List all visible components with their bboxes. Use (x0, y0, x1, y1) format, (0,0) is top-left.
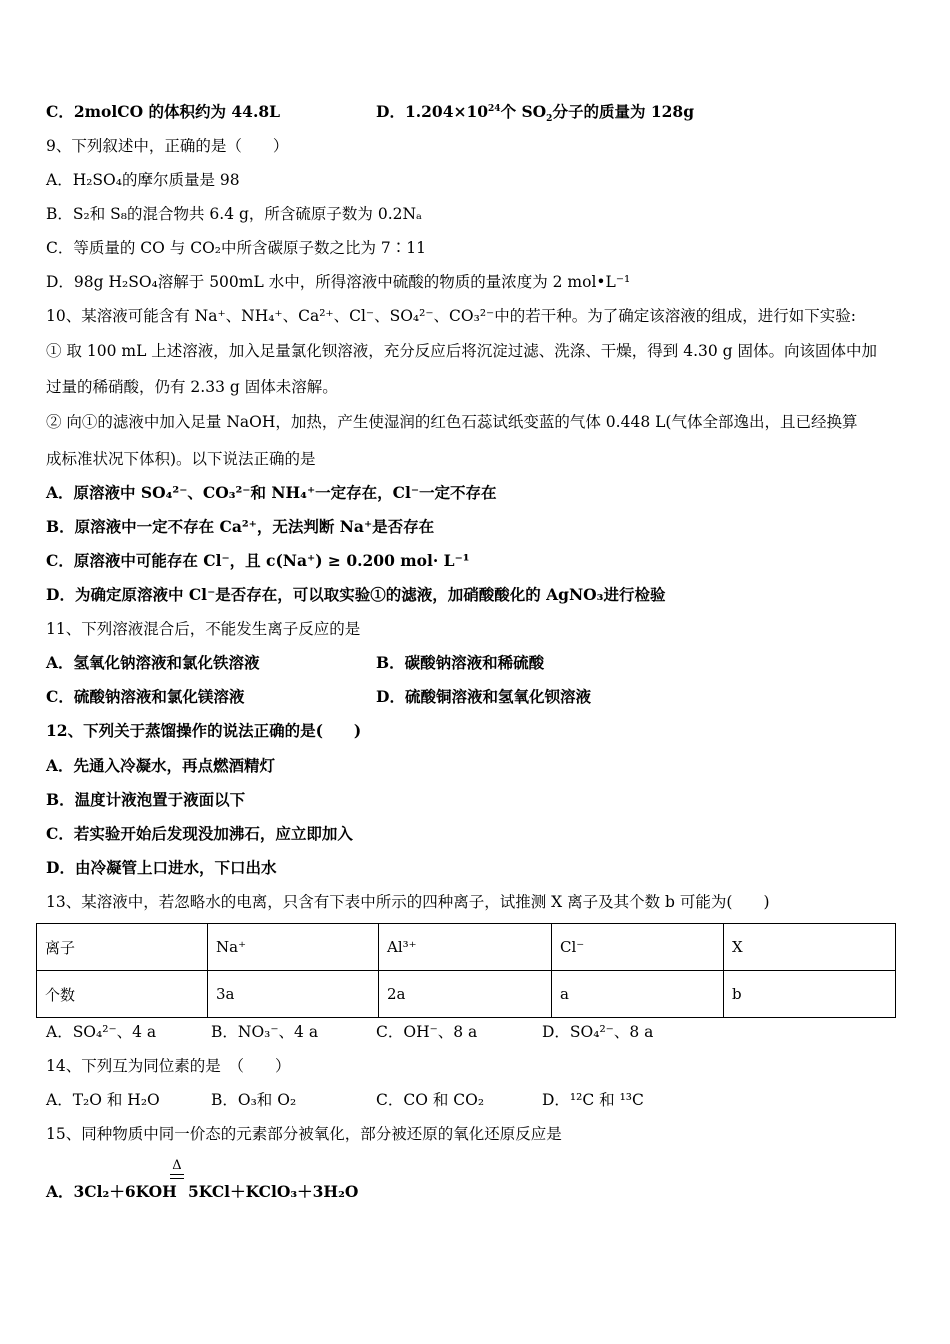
table-cell: 个数 (37, 971, 208, 1018)
table-cell: Cl⁻ (552, 924, 724, 971)
q13-option-d: D．SO₄²⁻、8 a (542, 1023, 654, 1041)
q14-stem: 14、下列互为同位素的是 （ ） (46, 1057, 291, 1075)
q8-option-c: C．2molCO 的体积约为 44.8L (46, 102, 281, 121)
table-cell: 3a (208, 971, 379, 1018)
q12-stem: 12、下列关于蒸馏操作的说法正确的是( ) (46, 721, 362, 740)
q15-stem: 15、同种物质中同一价态的元素部分被氧化，部分被还原的氧化还原反应是 (46, 1125, 562, 1143)
q14-option-c: C．CO 和 CO₂ (376, 1091, 485, 1109)
q10-experiment-2-line-2: 成标准状况下体积)。以下说法正确的是 (46, 450, 316, 468)
table-cell: a (552, 971, 724, 1018)
q8-option-d-pre: D．1.204×10 (376, 102, 489, 121)
q8-option-d-post: 分子的质量为 128g (552, 102, 695, 121)
q8-option-d-exp: 24 (488, 103, 501, 114)
q9-option-d: D．98g H₂SO₄溶解于 500mL 水中，所得溶液中硫酸的物质的量浓度为 2 mol•L⁻¹ (46, 273, 631, 291)
table-cell: Al³⁺ (379, 924, 552, 971)
q10-experiment-1-line-2: 过量的稀硝酸，仍有 2.33 g 固体未溶解。 (46, 378, 338, 396)
table-cell: 离子 (37, 924, 208, 971)
table-cell: X (724, 924, 896, 971)
q13-option-b: B．NO₃⁻、4 a (211, 1023, 319, 1041)
table-cell: Na⁺ (208, 924, 379, 971)
ion-table (36, 923, 896, 1018)
q14-option-d: D．¹²C 和 ¹³C (542, 1091, 644, 1109)
table-row (37, 924, 896, 971)
q8-option-d-sub: 2 (546, 114, 553, 125)
q12-option-b: B．温度计液泡置于液面以下 (46, 790, 246, 809)
q12-option-a: A．先通入冷凝水，再点燃酒精灯 (46, 756, 276, 775)
table-cell: b (724, 971, 896, 1018)
q12-option-c: C．若实验开始后发现没加沸石，应立即加入 (46, 824, 353, 843)
q10-option-a: A．原溶液中 SO₄²⁻、CO₃²⁻和 NH₄⁺一定存在，Cl⁻一定不存在 (46, 483, 497, 502)
q11-option-b: B．碳酸钠溶液和稀硫酸 (376, 653, 545, 672)
q9-option-c: C．等质量的 CO 与 CO₂中所含碳原子数之比为 7∶11 (46, 239, 427, 257)
q13-option-c: C．OH⁻、8 a (376, 1023, 478, 1041)
q9-option-a: A．H₂SO₄的摩尔质量是 98 (46, 171, 240, 189)
q13-option-a: A．SO₄²⁻、4 a (46, 1023, 157, 1041)
q14-option-b: B．O₃和 O₂ (211, 1091, 297, 1109)
q11-option-d: D．硫酸铜溶液和氢氧化钡溶液 (376, 687, 591, 706)
table-cell: 2a (379, 971, 552, 1018)
q11-stem: 11、下列溶液混合后，不能发生离子反应的是 (46, 620, 361, 638)
q13-stem: 13、某溶液中，若忽略水的电离，只含有下表中所示的四种离子，试推测 X 离子及其个数 b 可能为( ) (46, 893, 770, 911)
q12-option-d: D．由冷凝管上口进水，下口出水 (46, 858, 277, 877)
q10-experiment-1-line-1: ① 取 100 mL 上述溶液，加入足量氯化钡溶液，充分反应后将沉淀过滤、洗涤、干燥，得到 4.30 g 固体。向该固体中加 (46, 342, 878, 360)
q10-stem: 10、某溶液可能含有 Na⁺、NH₄⁺、Ca²⁺、Cl⁻、SO₄²⁻、CO₃²⁻中的若干种。为了确定该溶液的组成，进行如下实验: (46, 307, 856, 325)
q9-option-b: B．S₂和 S₈的混合物共 6.4 g，所含硫原子数为 0.2Nₐ (46, 205, 423, 223)
q8-option-d-mid: 个 SO (500, 102, 547, 121)
heating-condition (170, 1158, 184, 1179)
table-row (37, 971, 896, 1018)
equals-bars (170, 1174, 184, 1179)
q14-option-a: A．T₂O 和 H₂O (46, 1091, 160, 1109)
q11-option-a: A．氢氧化钠溶液和氯化铁溶液 (46, 653, 260, 672)
q11-option-c: C．硫酸钠溶液和氯化镁溶液 (46, 687, 245, 706)
q9-stem: 9、下列叙述中，正确的是（ ） (46, 137, 289, 155)
q10-option-d: D．为确定原溶液中 Cl⁻是否存在，可以取实验①的滤液，加硝酸酸化的 AgNO₃进行检验 (46, 585, 666, 604)
q10-experiment-2-line-1: ② 向①的滤液中加入足量 NaOH，加热，产生使湿润的红色石蕊试纸变蓝的气体 0.448 L(气体全部逸出，且已经换算 (46, 413, 858, 431)
q15-option-a-right: 5KCl＋KClO₃＋3H₂O (188, 1182, 359, 1201)
q15-option-a-left: A．3Cl₂＋6KOH (46, 1182, 177, 1201)
q10-option-b: B．原溶液中一定不存在 Ca²⁺，无法判断 Na⁺是否存在 (46, 517, 435, 536)
q8-option-d (376, 102, 695, 125)
delta-symbol: Δ (172, 1158, 182, 1173)
q10-option-c: C．原溶液中可能存在 Cl⁻，且 c(Na⁺) ≥ 0.200 mol· L⁻¹ (46, 551, 470, 570)
